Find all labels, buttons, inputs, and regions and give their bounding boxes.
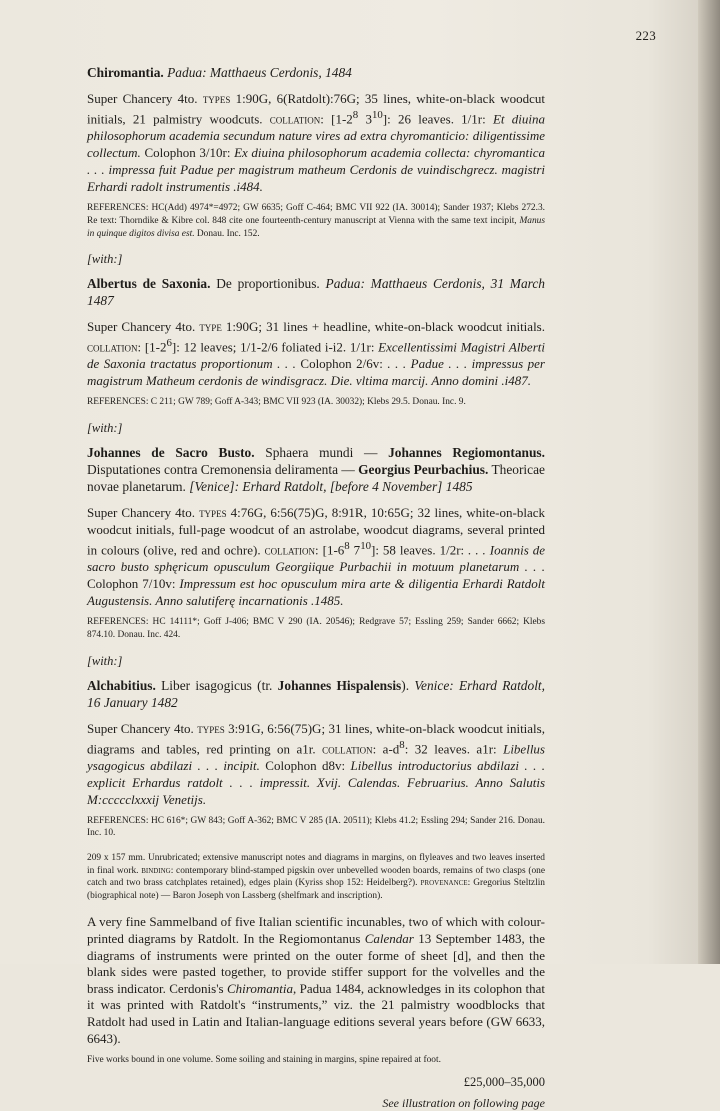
catalogue-note: A very fine Sammelband of five Italian scientific incunables, two of which with colour-printed diagrams by Ratdolt. In the Regiomontanus Calendar 13 September 1483, the diagrams of instruments were printed on the outer forme of sheet [d], and then the blank sides were pasted together, to provide stiffer support for the volvelles and the brass indicator. Cerdonis's Chiromantia, Padua 1484, acknowledges in its colophon that it was printed with Ratdolt's “instruments,” viz. the 21 palmistry woodblocks that Ratdolt had used in Latin and Italian-language editions several years before (GW 6633, 6643). — [87, 914, 546, 1046]
entry-sacrobusto — [87, 421, 545, 642]
entry-heading: Chiromantia. Padua: Matthaeus Cerdonis, 1484 — [87, 65, 352, 80]
condition-note: Five works bound in one volume. Some soiling and staining in margins, spine repaired at foot. — [87, 1055, 441, 1066]
entry-description: Super Chancery 4to. types 4:76G, 6:56(75)G, 8:91R, 10:65G; 32 lines, white-on-black woodcut initials, full-page woodcut of an astrolabe, woodcut diagrams, several printed in colours (olive, red and ochre). collation: [$1-6^8$ $7^{10}$]: 58 leaves. 1/2r: . . . Ioannis de sacro busto sphęricum opusculum Georgiique Purbachii in motuum planetarum . . . Colophon 7/10v: Impressum est hoc opusculum mira arte & diligentia Erhardi Ratdolt Augustensis. Anno salutiferę incarnationis .1485. — [87, 505, 546, 609]
entry-description: Super Chancery 4to. type 1:90G; 31 lines + headline, white-on-black woodcut initials. collation: $[1-2^6]$: 12 leaves; 1/1-2/6 foliated i-i2. 1/1r: Excellentissimi Magistri Alberti de Saxonia tractatus proportionum . . . Colophon 2/6v: . . . Padue . . . impressus per magistrum Matheum cerdonis de windisgracz. Die. vltima marcij. Anno domini .i487. — [87, 319, 545, 389]
entry-references: REFERENCES: HC 14111*; Goff J-406; BMC V 290 (IA. 20546); Redgrave 57; Essling 259; Sander 6662; Klebs 874.10. Donau. Inc. 424. — [87, 617, 545, 640]
entry-references: REFERENCES: C 211; GW 789; Goff A-343; BMC VII 923 (IA. 30032); Klebs 29.5. Donau. Inc. 9. — [87, 397, 466, 408]
entry-references: REFERENCES: HC 616*; GW 843; Goff A-362; BMC V 285 (IA. 20511); Klebs 41.2; Essling 294; Sander 216. Donau. Inc. 10. — [87, 815, 545, 839]
price-estimate: £25,000–35,000 — [463, 1075, 545, 1090]
with-marker: [with:] — [87, 252, 123, 267]
with-marker: [with:] — [87, 421, 123, 436]
entry-description: Super Chancery 4to. types 3:91G, 6:56(75)G; 31 lines, white-on-black woodcut initials, diagrams and tables, red printing on a1r. collation: $a-d^8$: 32 leaves. a1r: Libellus ysagogicus abdilazi . . . incipit. Colophon d8v: Libellus introductorius abdilazi . . . explicit Erhardus ratdolt . . . impressit. Xvij. Calendas. Februarius. Anno Salutis M:ccccclxxxij Venetijs. — [87, 720, 545, 807]
entry-heading: Alchabitius. Liber isagogicus (tr. Johannes Hispalensis). Venice: Erhard Ratdolt, 16 January 1482 — [87, 677, 545, 710]
entry-references: REFERENCES: HC(Add) 4974*=4972; GW 6635; Goff C-464; BMC VII 922 (IA. 30014); Sander 1937; Klebs 272.3. Re text: Thorndike & Kibre col. 848 cite one fourteenth-century manuscript at Vienna with the same text incipit, Manus in quinque digitos divisa est. Donau. Inc. 152. — [87, 203, 545, 239]
entry-albertus — [87, 252, 545, 409]
catalogue-column — [87, 64, 545, 1111]
entry-heading: Albertus de Saxonia. De proportionibus. Padua: Matthaeus Cerdonis, 31 March 1487 — [87, 276, 545, 309]
physical-description: 209 x 157 mm. Unrubricated; extensive manuscript notes and diagrams in margins, on flyleaves and two leaves inserted in final work. binding: contemporary blind-stamped pigskin over unbevelled wooden boards, remains of two clasps (one catch and two brass catchplates retained), edges plain (Kyriss shop 152: Heidelberg?). provenance: Gregorius Steltzlin (biographical note) — Baron Joseph von Lassberg (shelfmark and inscription). — [87, 853, 545, 901]
entry-description: Super Chancery 4to. types 1:90G, 6(Ratdolt):76G; 35 lines, white-on-black woodcut initials, 21 palmistry woodcuts. collation: [$1-2^8$ $3^{10}$]: 26 leaves. 1/1r: Et diuina philosophorum academia secundum nature vires ad extra chyromanticio: diligentissime collectum. Colophon 3/10r: Ex diuina philosophorum academia collecta: chyromantica . . . impressa fuit Padue per magistrum matheum Cerdonis de vuindischgrecz. magistri Erhardi radolt instrumentis .i484. — [87, 91, 545, 195]
entry-alchabitius — [87, 654, 545, 841]
see-illustration-note: See illustration on following page — [382, 1096, 545, 1111]
entry-chiromantia — [87, 64, 545, 240]
page-number: 223 — [635, 28, 656, 43]
entry-heading: Johannes de Sacro Busto. Sphaera mundi — Johannes Regiomontanus. Disputationes contra Cremonensia deliramenta — Georgius Peurbachius. Theoricae novae planetarum. [Venice]: Erhard Ratdolt, [before 4 November] 1485 — [87, 445, 545, 495]
book-spine-shadow — [698, 0, 720, 964]
with-marker: [with:] — [87, 653, 123, 668]
